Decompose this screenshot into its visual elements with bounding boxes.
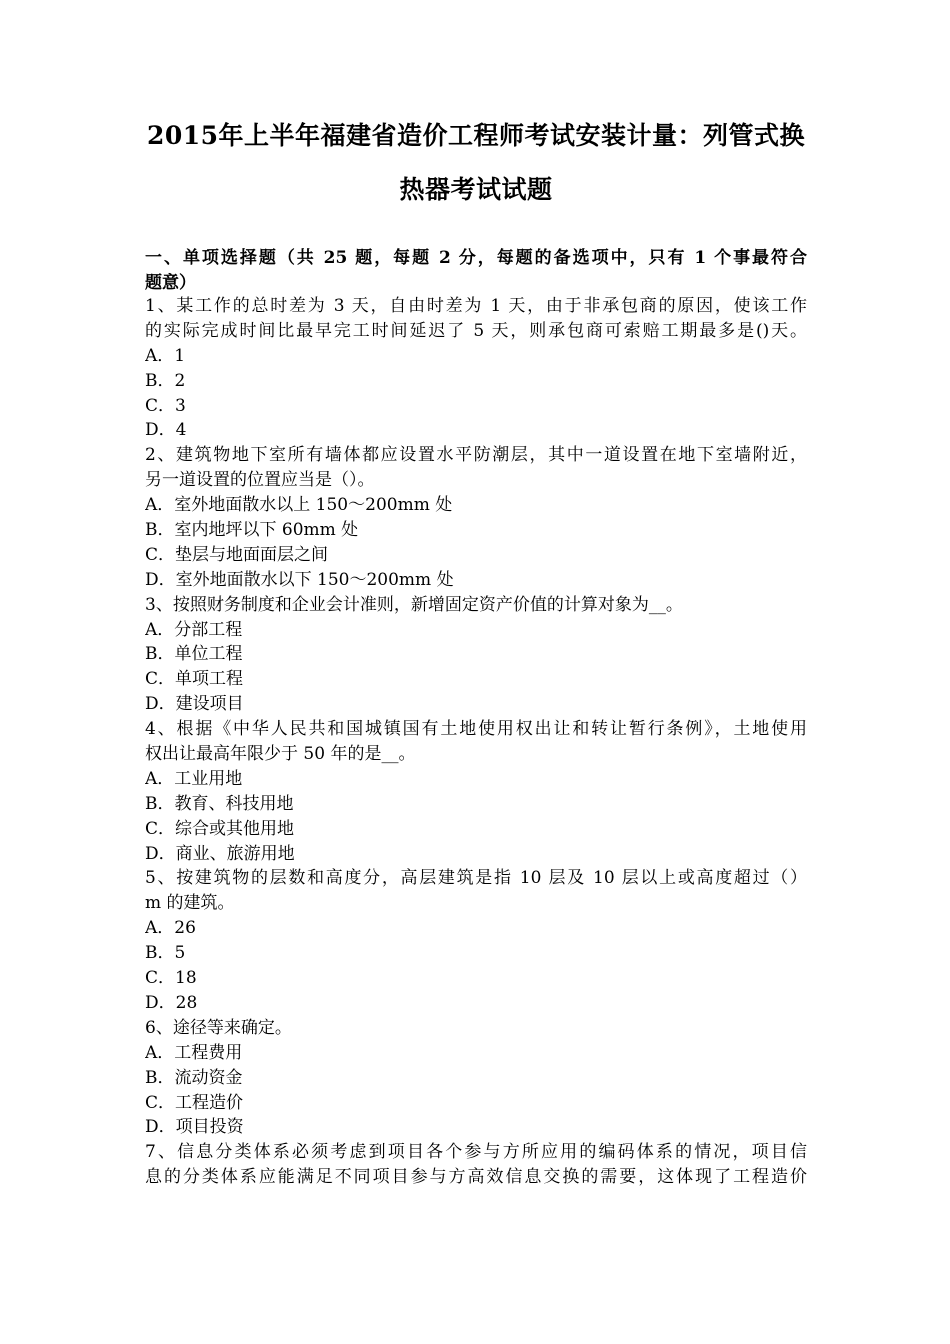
text-line: 息的分类体系应能满足不同项目参与方高效信息交换的需要，这体现了工程造价 xyxy=(145,1167,807,1188)
text-line: 另一道设置的位置应当是（）。 xyxy=(145,470,375,491)
text-line: D．室外地面散水以下 150～200mm 处 xyxy=(145,569,454,590)
text-line: 4、根据《中华人民共和国城镇国有土地使用权出让和转让暂行条例》，土地使用 xyxy=(145,719,807,740)
section-heading xyxy=(145,246,807,295)
text-line: A．26 xyxy=(145,918,196,939)
text-line: A．分部工程 xyxy=(145,619,243,640)
question-list xyxy=(145,294,807,1190)
text-line: 5、按建筑物的层数和高度分，高层建筑是指 10 层及 10 层以上或高度超过（） xyxy=(145,868,807,889)
text-line: A．室外地面散水以上 150～200mm 处 xyxy=(145,495,453,516)
text-line: D．4 xyxy=(145,420,187,441)
text-line: B．流动资金 xyxy=(145,1067,243,1088)
text-line: 3、按照财务制度和企业会计准则，新增固定资产价值的计算对象为__。 xyxy=(145,594,683,615)
section-heading-line-1: 一、单项选择题（共 25 题，每题 2 分，每题的备选项中，只有 1 个事最符合 xyxy=(145,248,807,268)
text-line: D．28 xyxy=(145,992,198,1013)
text-line: 2、建筑物地下室所有墙体都应设置水平防潮层，其中一道设置在地下室墙附近， xyxy=(145,445,807,466)
text-line: 7、信息分类体系必须考虑到项目各个参与方所应用的编码体系的情况，项目信 xyxy=(145,1142,807,1163)
text-line: 权出让最高年限少于 50 年的是__。 xyxy=(145,744,416,765)
text-line: B．5 xyxy=(145,943,186,964)
text-line: A．1 xyxy=(145,345,186,366)
section-heading-line-2: 题意） xyxy=(145,272,196,293)
text-line: B．单位工程 xyxy=(145,644,243,665)
text-line: C．综合或其他用地 xyxy=(145,818,295,839)
text-line: C．3 xyxy=(145,395,186,416)
text-line: A．工程费用 xyxy=(145,1042,243,1063)
text-line: D．建设项目 xyxy=(145,694,244,715)
text-line: B．室内地坪以下 60mm 处 xyxy=(145,520,359,541)
text-line: C．18 xyxy=(145,968,197,989)
document-title-line-1: 2015年上半年福建省造价工程师考试安装计量：列管式换 xyxy=(146,121,806,150)
text-line: m 的建筑。 xyxy=(145,893,235,914)
text-line: B．2 xyxy=(145,370,186,391)
text-line: C．工程造价 xyxy=(145,1092,244,1113)
text-line: 6、途径等来确定。 xyxy=(145,1017,292,1038)
text-line: A．工业用地 xyxy=(145,768,243,789)
text-line: D．商业、旅游用地 xyxy=(145,843,295,864)
text-line: B．教育、科技用地 xyxy=(145,793,294,814)
text-line: D．项目投资 xyxy=(145,1117,244,1138)
text-line: C．单项工程 xyxy=(145,669,244,690)
document-title-line-2: 热器考试试题 xyxy=(399,175,553,204)
text-line: C．垫层与地面面层之间 xyxy=(145,544,329,565)
text-line: 1、某工作的总时差为 3 天，自由时差为 1 天，由于非承包商的原因，使该工作 xyxy=(145,296,807,316)
text-line: 的实际完成时间比最早完工时间延迟了 5 天，则承包商可索赔工期最多是()天。 xyxy=(145,320,807,341)
